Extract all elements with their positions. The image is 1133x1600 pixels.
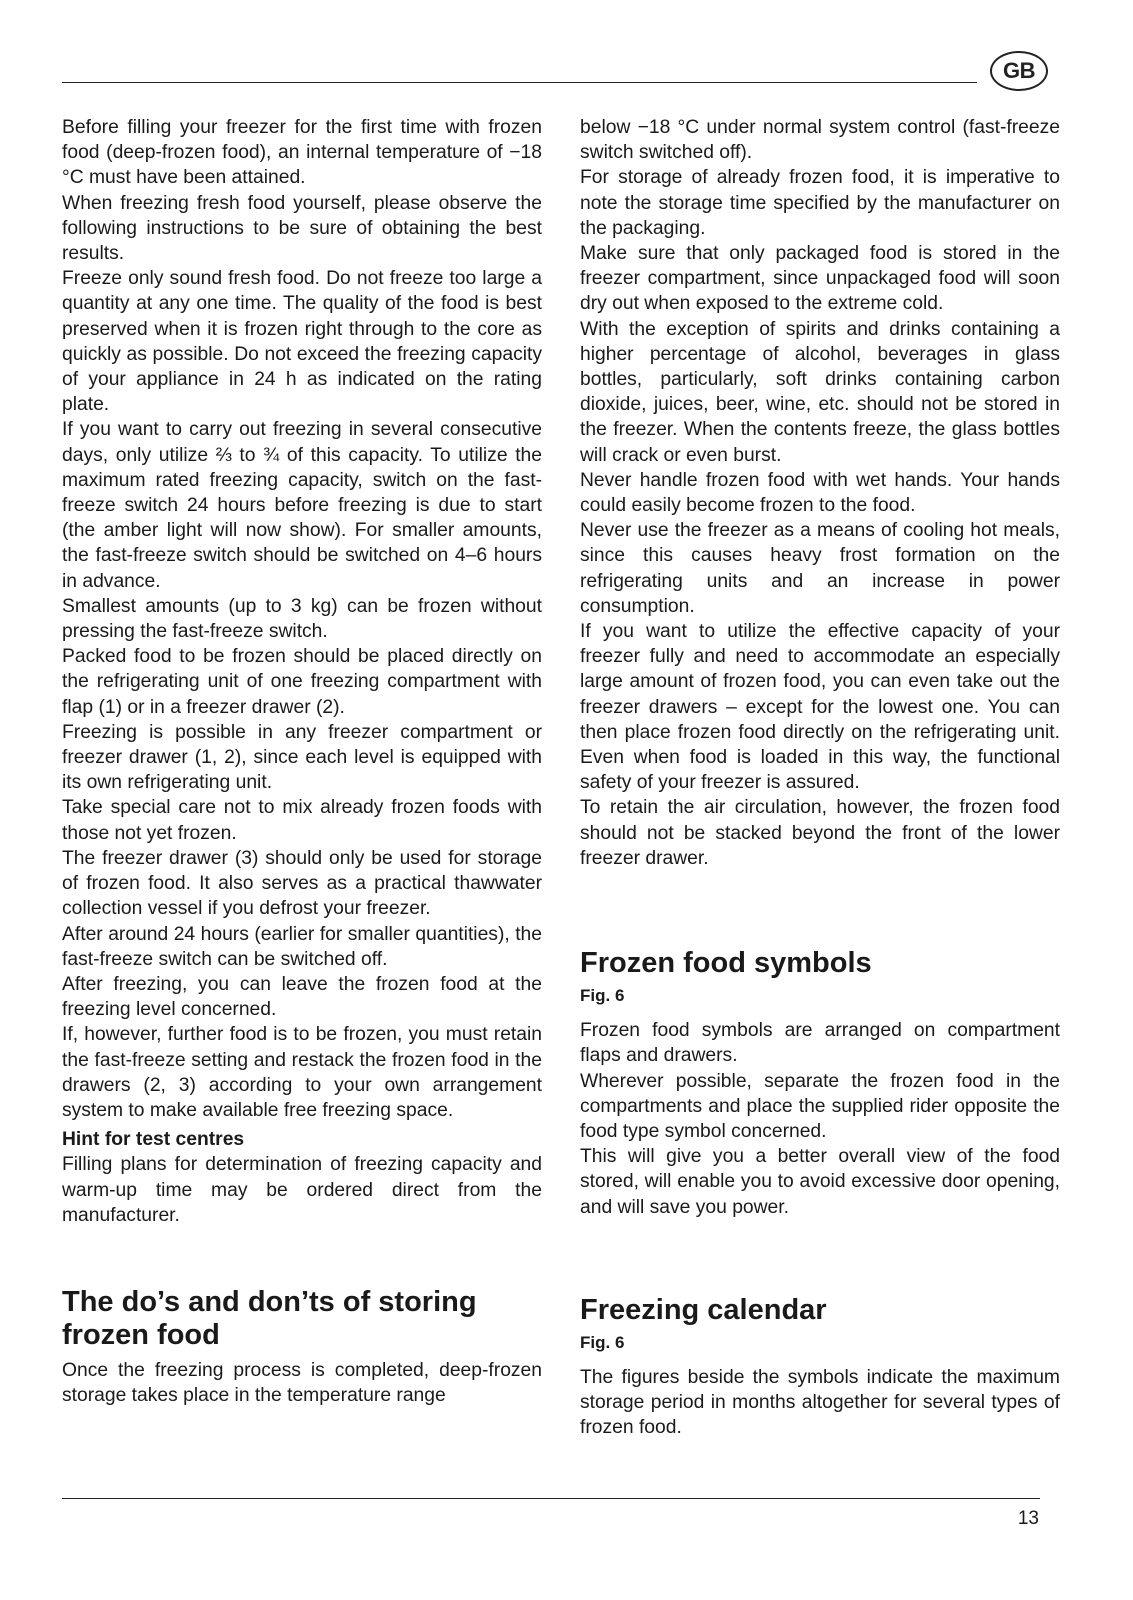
paragraph: When freezing fresh food yourself, please observe the following instructions to be sure of obtaining the best results. [62,192,542,265]
left-column [62,115,542,1408]
paragraph: If you want to utilize the effective capacity of your freezer fully and need to accommodate an especially large amount of frozen food, you can even take out the freezer drawers – except for the lowest one. You can then place frozen food directly on the refrigerating unit. Even when food is loaded in this way, the functional safety of your freezer is assured. [580,621,1060,794]
paragraph: For storage of already frozen food, it is imperative to note the storage time specified by the manufacturer on the packaging. [580,167,1060,239]
fig-reference: Fig. 6 [580,986,625,1006]
paragraph: To retain the air circulation, however, the frozen food should not be stacked beyond the front of the lower freezer drawer. [580,797,1060,869]
section-title-freezing-calendar: Freezing calendar [580,1293,827,1326]
fig-reference: Fig. 6 [580,1332,625,1352]
hint-text: Filling plans for determination of freezing capacity and warm-up time may be ordered direct from the manufacturer. [62,1154,542,1226]
section-title-frozen-food-symbols: Frozen food symbols [580,947,872,980]
paragraph: After freezing, you can leave the frozen food at the freezing level concerned. [62,973,542,1021]
paragraph: Never handle frozen food with wet hands. Your hands could easily become frozen to the food. [580,469,1060,517]
paragraph: This will give you a better overall view of the food stored, will enable you to avoid excessive door opening, and will save you power. [580,1146,1060,1218]
dos-section [62,1286,542,1408]
section-title-dos-donts: The do’s and don’ts of storing frozen food [62,1285,477,1351]
frozen-food-symbols-section [580,947,1060,1220]
right-column [580,115,1060,1440]
paragraph: Take special care not to mix already frozen foods with those not yet frozen. [62,797,542,844]
paragraph: Freeze only sound fresh food. Do not freeze too large a quantity at any one time. The quality of the food is best preserved when it is frozen right through to the core as quickly as possible. Do not exceed the freezing capacity of your appliance in 24 h as indicated on the rating plate. [62,268,542,416]
paragraph: The freezer drawer (3) should only be used for storage of frozen food. It also serves as a practical thawwater collection vessel if you defrost your freezer. [62,847,542,920]
paragraph: below −18 °C under normal system control (fast-freeze switch switched off). [580,117,1060,164]
paragraph: The figures beside the symbols indicate the maximum storage period in months altogether for several types of frozen food. [580,1366,1060,1439]
paragraph: Never use the freezer as a means of cooling hot meals, since this causes heavy frost formation on the refrigerating units and an increase in power consumption. [580,520,1060,617]
paragraph: After around 24 hours (earlier for smaller quantities), the fast-freeze switch can be switched off. [62,923,542,970]
paragraph: Once the freezing process is completed, deep-frozen storage takes place in the temperature range [62,1359,542,1407]
hint-title: Hint for test centres [62,1129,245,1151]
paragraph: Smallest amounts (up to 3 kg) can be frozen without pressing the fast-freeze switch. [62,595,542,643]
paragraph: Freezing is possible in any freezer compartment or freezer drawer (1, 2), since each level is equipped with its own refrigerating unit. [62,721,542,794]
paragraph: Packed food to be frozen should be placed directly on the refrigerating unit of one freezing compartment with flap (1) or in a freezer drawer (2). [62,646,542,718]
paragraph: If you want to carry out freezing in several consecutive days, only utilize ⅔ to ¾ of this capacity. To utilize the maximum rated freezing capacity, switch on the fast-freeze switch 24 hours before freezing is due to start (the amber light will now show). For smaller amounts, the fast-freeze switch should be switched on 4–6 hours in advance. [62,419,542,592]
paragraph: Before filling your freezer for the first time with frozen food (deep-frozen food), an internal temperature of −18 °C must have been attained. [62,117,542,189]
paragraph: Frozen food symbols are arranged on compartment flaps and drawers. [580,1020,1060,1067]
freezing-calendar-section [580,1294,1060,1441]
footer-rule [62,1498,1040,1499]
page-number: 13 [1017,1508,1039,1529]
header-rule [62,82,977,83]
paragraph: Make sure that only packaged food is stored in the freezer compartment, since unpackaged food will soon dry out when exposed to the extreme cold. [580,243,1060,315]
language-badge: GB [990,51,1048,91]
paragraph: Wherever possible, separate the frozen food in the compartments and place the supplied rider opposite the food type symbol concerned. [580,1070,1060,1142]
paragraph: If, however, further food is to be frozen, you must retain the fast-freeze setting and restack the frozen food in the drawers (2, 3) according to your own arrangement system to make available free freezing space. [62,1024,542,1121]
paragraph: With the exception of spirits and drinks containing a higher percentage of alcohol, beverages in glass bottles, particularly, soft drinks containing carbon dioxide, juices, beer, wine, etc. should not be stored in the freezer. When the contents freeze, the glass bottles will crack or even burst. [580,318,1060,466]
